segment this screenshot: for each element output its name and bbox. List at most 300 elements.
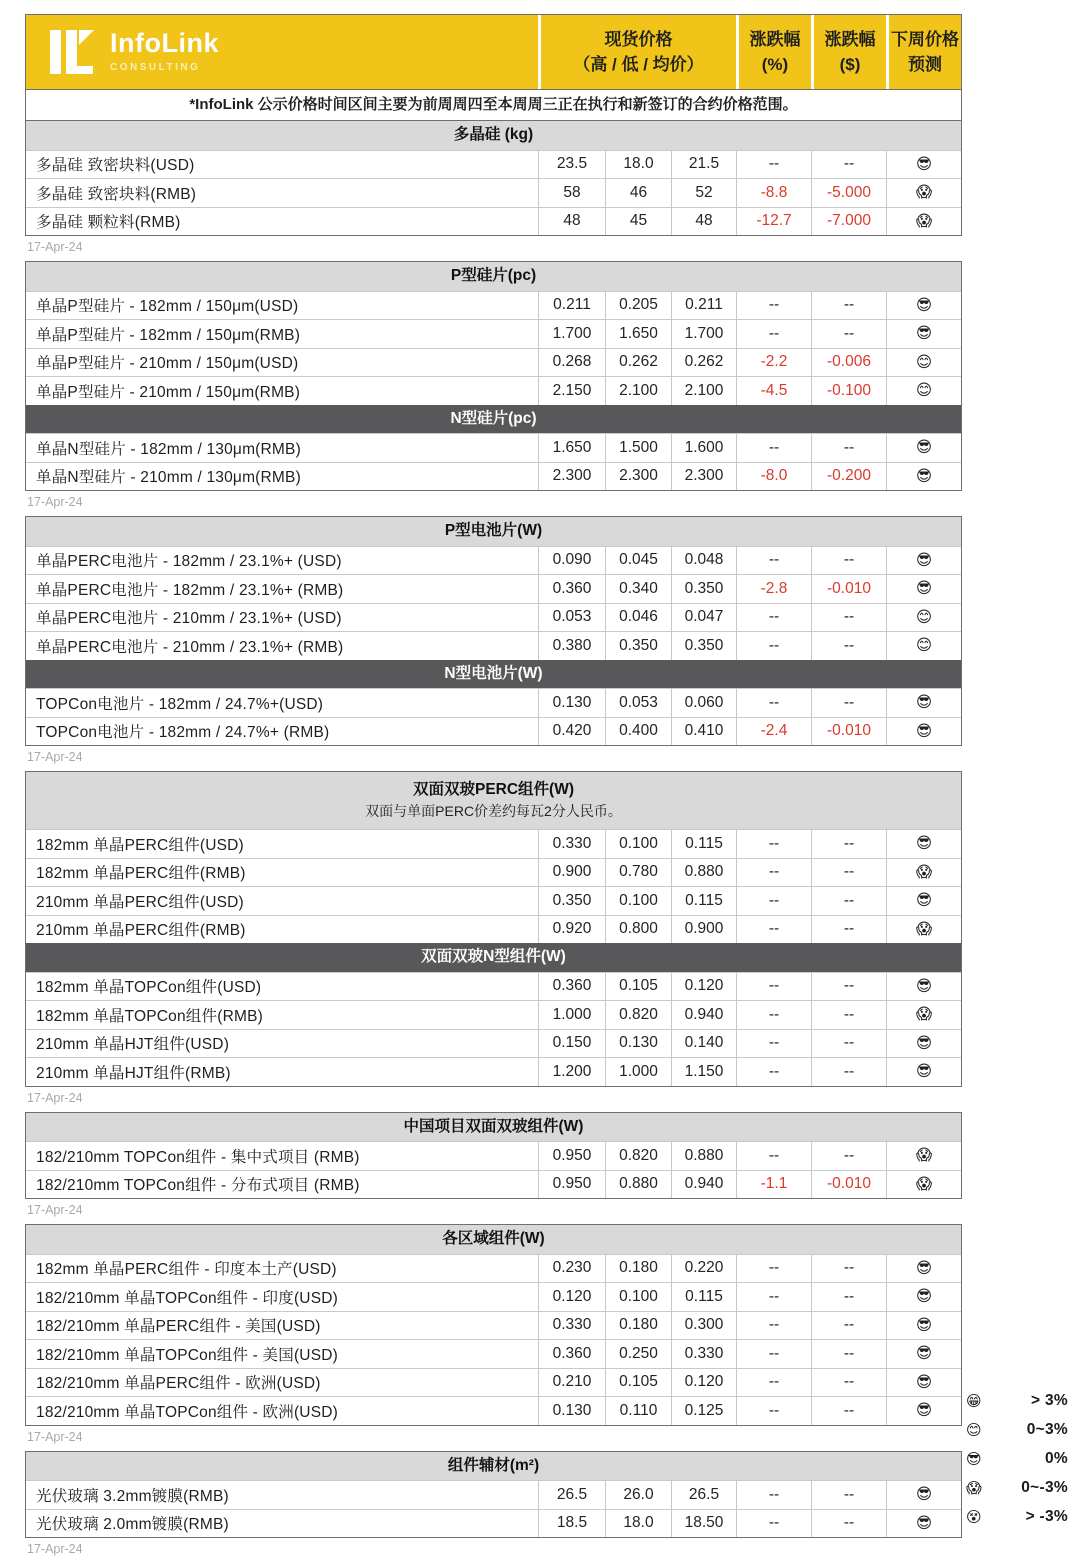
table-row <box>26 1282 961 1311</box>
item-name: 单晶PERC电池片 - 182mm / 23.1%+ (RMB) <box>26 574 538 603</box>
brand-subtitle: CONSULTING <box>110 61 201 73</box>
price-avg: 2.100 <box>671 376 736 405</box>
change-absolute: -- <box>811 829 886 858</box>
section-title: 双面双玻PERC组件(W) <box>412 780 575 798</box>
price-high: 2.300 <box>538 462 605 491</box>
price-avg: 0.115 <box>671 886 736 915</box>
table-row <box>26 688 961 717</box>
price-high: 0.330 <box>538 829 605 858</box>
change-percent: -2.2 <box>736 348 811 377</box>
change-absolute: -- <box>811 1339 886 1368</box>
section-header <box>26 1113 961 1142</box>
table-row <box>26 319 961 348</box>
change-percent: -- <box>736 603 811 632</box>
forecast-sunglasses-icon: 😎 <box>886 546 961 575</box>
price-high: 0.210 <box>538 1368 605 1397</box>
infolink-logo <box>26 15 538 89</box>
price-high: 2.150 <box>538 376 605 405</box>
price-low: 1.000 <box>605 1057 671 1086</box>
col-header-change-pct-line2: (%) <box>761 55 789 74</box>
price-low: 18.0 <box>605 150 671 179</box>
col-header-change-abs-line2: ($) <box>839 55 861 74</box>
price-low: 46 <box>605 178 671 207</box>
legend-item <box>966 1444 1068 1473</box>
item-name: 182/210mm 单晶PERC组件 - 欧洲(USD) <box>26 1368 538 1397</box>
change-absolute: -- <box>811 631 886 660</box>
change-absolute: -5.000 <box>811 178 886 207</box>
legend-smile-icon: 😊 <box>966 1421 982 1439</box>
brand-name: InfoLink <box>110 27 219 58</box>
table-row <box>26 858 961 887</box>
change-absolute: -0.100 <box>811 376 886 405</box>
forecast-scream-icon: 😱 <box>886 207 961 236</box>
table-row <box>26 1339 961 1368</box>
price-high: 0.360 <box>538 1339 605 1368</box>
item-name: 182/210mm 单晶PERC组件 - 美国(USD) <box>26 1311 538 1340</box>
change-percent: -- <box>736 1339 811 1368</box>
section-header <box>26 1225 961 1254</box>
col-header-change-pct-line1: 涨跌幅 <box>749 29 801 49</box>
table-row <box>26 1000 961 1029</box>
forecast-sunglasses-icon: 😎 <box>886 433 961 462</box>
section-header <box>26 405 961 434</box>
item-name: 光伏玻璃 2.0mm镀膜(RMB) <box>26 1509 538 1538</box>
item-name: 182/210mm 单晶TOPCon组件 - 欧洲(USD) <box>26 1396 538 1425</box>
table-row <box>26 915 961 944</box>
legend-scream-icon: 😱 <box>966 1480 982 1498</box>
item-name: 210mm 单晶PERC组件(RMB) <box>26 915 538 944</box>
price-low: 0.880 <box>605 1170 671 1199</box>
table-row <box>26 546 961 575</box>
section-header <box>26 660 961 689</box>
col-header-forecast <box>886 15 961 89</box>
price-table-cell <box>25 516 962 746</box>
change-percent: -4.5 <box>736 376 811 405</box>
price-avg: 0.262 <box>671 348 736 377</box>
item-name: 210mm 单晶HJT组件(USD) <box>26 1029 538 1058</box>
change-absolute: -- <box>811 1029 886 1058</box>
col-header-change-abs <box>811 15 886 89</box>
change-absolute: -- <box>811 546 886 575</box>
item-name: 多晶硅 颗粒料(RMB) <box>26 207 538 236</box>
price-high: 1.200 <box>538 1057 605 1086</box>
price-avg: 1.700 <box>671 319 736 348</box>
price-high: 0.230 <box>538 1254 605 1283</box>
item-name: 单晶PERC电池片 - 210mm / 23.1%+ (USD) <box>26 603 538 632</box>
section-title: 中国项目双面双玻组件(W) <box>403 1117 584 1135</box>
price-low: 0.820 <box>605 1000 671 1029</box>
price-high: 48 <box>538 207 605 236</box>
price-avg: 0.880 <box>671 1141 736 1170</box>
forecast-smile-icon: 😊 <box>886 603 961 632</box>
section-header <box>26 943 961 972</box>
price-low: 0.100 <box>605 886 671 915</box>
price-high: 18.5 <box>538 1509 605 1538</box>
legend-dizzy-icon: 😵 <box>966 1509 982 1527</box>
price-low: 0.262 <box>605 348 671 377</box>
change-percent: -- <box>736 1254 811 1283</box>
price-table-wafer <box>25 261 962 491</box>
price-low: 1.500 <box>605 433 671 462</box>
change-percent: -- <box>736 886 811 915</box>
item-name: 单晶PERC电池片 - 210mm / 23.1%+ (RMB) <box>26 631 538 660</box>
table-row <box>26 1311 961 1340</box>
col-header-change-pct <box>736 15 811 89</box>
forecast-sunglasses-icon: 😎 <box>886 291 961 320</box>
change-percent: -2.4 <box>736 717 811 746</box>
col-header-spot-price <box>538 15 736 89</box>
table-row <box>26 1029 961 1058</box>
change-absolute: -- <box>811 1000 886 1029</box>
price-low: 45 <box>605 207 671 236</box>
price-low: 0.045 <box>605 546 671 575</box>
date-stamp: 17-Apr-24 <box>27 1090 83 1105</box>
table-row <box>26 631 961 660</box>
price-high: 0.053 <box>538 603 605 632</box>
item-name: 182/210mm TOPCon组件 - 集中式项目 (RMB) <box>26 1141 538 1170</box>
change-absolute: -0.006 <box>811 348 886 377</box>
change-absolute: -0.010 <box>811 574 886 603</box>
change-percent: -- <box>736 1029 811 1058</box>
col-header-forecast-line2: 预测 <box>908 55 942 74</box>
legend-label: 0~3% <box>1026 1420 1068 1438</box>
forecast-sunglasses-icon: 😎 <box>886 574 961 603</box>
price-avg: 0.300 <box>671 1311 736 1340</box>
price-low: 0.350 <box>605 631 671 660</box>
change-percent: -- <box>736 433 811 462</box>
infolink-logo-text <box>110 27 219 75</box>
forecast-sunglasses-icon: 😎 <box>886 1396 961 1425</box>
forecast-sunglasses-icon: 😎 <box>886 1029 961 1058</box>
change-percent: -2.8 <box>736 574 811 603</box>
table-row <box>26 150 961 179</box>
forecast-sunglasses-icon: 😎 <box>886 1057 961 1086</box>
price-low: 0.046 <box>605 603 671 632</box>
legend-grin-icon: 😁 <box>966 1392 982 1410</box>
change-percent: -- <box>736 1282 811 1311</box>
price-sheet <box>25 14 962 1563</box>
price-high: 0.130 <box>538 688 605 717</box>
price-high: 0.211 <box>538 291 605 320</box>
price-high: 0.268 <box>538 348 605 377</box>
section-header <box>26 517 961 546</box>
change-absolute: -- <box>811 1254 886 1283</box>
price-period-note: *InfoLink 公示价格时间区间主要为前周周四至本周周三正在执行和新签订的合约价格范围。 <box>26 89 961 120</box>
item-name: TOPCon电池片 - 182mm / 24.7%+ (RMB) <box>26 717 538 746</box>
table-row <box>26 376 961 405</box>
price-low: 0.110 <box>605 1396 671 1425</box>
change-absolute: -0.200 <box>811 462 886 491</box>
price-high: 0.130 <box>538 1396 605 1425</box>
section-title: 多晶硅 (kg) <box>453 126 534 144</box>
forecast-sunglasses-icon: 😎 <box>886 1480 961 1509</box>
price-high: 0.120 <box>538 1282 605 1311</box>
table-row <box>26 1396 961 1425</box>
col-header-spot-price-line2: （高 / 低 / 均价） <box>573 55 704 74</box>
price-avg: 0.047 <box>671 603 736 632</box>
item-name: 单晶P型硅片 - 210mm / 150μm(RMB) <box>26 376 538 405</box>
change-percent: -8.0 <box>736 462 811 491</box>
section-title: 各区域组件(W) <box>442 1230 545 1248</box>
legend-item <box>966 1474 1068 1503</box>
forecast-sunglasses-icon: 😎 <box>886 829 961 858</box>
change-percent: -- <box>736 688 811 717</box>
price-table-bifacial-module <box>25 771 962 1087</box>
price-avg: 0.410 <box>671 717 736 746</box>
price-avg: 0.048 <box>671 546 736 575</box>
item-name: 多晶硅 致密块料(USD) <box>26 150 538 179</box>
item-name: 210mm 单晶HJT组件(RMB) <box>26 1057 538 1086</box>
change-percent: -- <box>736 829 811 858</box>
change-absolute: -- <box>811 1368 886 1397</box>
change-absolute: -- <box>811 319 886 348</box>
forecast-scream-icon: 😱 <box>886 178 961 207</box>
item-name: 单晶N型硅片 - 182mm / 130μm(RMB) <box>26 433 538 462</box>
change-absolute: -0.010 <box>811 717 886 746</box>
item-name: TOPCon电池片 - 182mm / 24.7%+(USD) <box>26 688 538 717</box>
change-absolute: -- <box>811 915 886 944</box>
forecast-scream-icon: 😱 <box>886 858 961 887</box>
price-high: 1.650 <box>538 433 605 462</box>
price-avg: 0.220 <box>671 1254 736 1283</box>
price-low: 0.250 <box>605 1339 671 1368</box>
item-name: 210mm 单晶PERC组件(USD) <box>26 886 538 915</box>
table-row <box>26 717 961 746</box>
table-row <box>26 1509 961 1538</box>
change-absolute: -- <box>811 1282 886 1311</box>
item-name: 单晶P型硅片 - 182mm / 150μm(USD) <box>26 291 538 320</box>
forecast-sunglasses-icon: 😎 <box>886 1254 961 1283</box>
table-row <box>26 574 961 603</box>
change-percent: -1.1 <box>736 1170 811 1199</box>
change-absolute: -- <box>811 688 886 717</box>
change-percent: -8.8 <box>736 178 811 207</box>
change-percent: -- <box>736 291 811 320</box>
forecast-scream-icon: 😱 <box>886 1170 961 1199</box>
price-high: 0.920 <box>538 915 605 944</box>
forecast-sunglasses-icon: 😎 <box>886 150 961 179</box>
table-row <box>26 462 961 491</box>
price-low: 0.130 <box>605 1029 671 1058</box>
price-avg: 48 <box>671 207 736 236</box>
price-high: 23.5 <box>538 150 605 179</box>
change-absolute: -- <box>811 972 886 1001</box>
sheet-header-block <box>25 14 962 121</box>
forecast-scream-icon: 😱 <box>886 1141 961 1170</box>
change-absolute: -- <box>811 1311 886 1340</box>
forecast-sunglasses-icon: 😎 <box>886 886 961 915</box>
forecast-sunglasses-icon: 😎 <box>886 462 961 491</box>
price-avg: 0.125 <box>671 1396 736 1425</box>
item-name: 单晶P型硅片 - 210mm / 150μm(USD) <box>26 348 538 377</box>
change-percent: -- <box>736 546 811 575</box>
price-avg: 1.150 <box>671 1057 736 1086</box>
change-absolute: -- <box>811 150 886 179</box>
section-title: 组件辅材(m²) <box>447 1456 540 1474</box>
price-avg: 0.060 <box>671 688 736 717</box>
change-percent: -- <box>736 1480 811 1509</box>
col-header-spot-price-line1: 现货价格 <box>604 29 673 49</box>
legend-label: > 3% <box>1031 1391 1068 1409</box>
price-low: 0.340 <box>605 574 671 603</box>
forecast-sunglasses-icon: 😎 <box>886 319 961 348</box>
forecast-sunglasses-icon: 😎 <box>886 972 961 1001</box>
forecast-sunglasses-icon: 😎 <box>886 1339 961 1368</box>
section-header <box>26 262 961 291</box>
price-table-polysilicon <box>25 121 962 236</box>
price-high: 1.000 <box>538 1000 605 1029</box>
price-high: 26.5 <box>538 1480 605 1509</box>
price-low: 0.053 <box>605 688 671 717</box>
price-table-china-project-module <box>25 1112 962 1200</box>
table-row <box>26 1254 961 1283</box>
date-stamp: 17-Apr-24 <box>27 495 83 509</box>
price-high: 0.360 <box>538 574 605 603</box>
table-row <box>26 348 961 377</box>
legend-item <box>966 1503 1068 1532</box>
price-avg: 0.350 <box>671 631 736 660</box>
price-high: 0.420 <box>538 717 605 746</box>
price-low: 0.820 <box>605 1141 671 1170</box>
change-percent: -- <box>736 1396 811 1425</box>
price-avg: 0.140 <box>671 1029 736 1058</box>
price-avg: 0.330 <box>671 1339 736 1368</box>
change-percent: -- <box>736 915 811 944</box>
item-name: 多晶硅 致密块料(RMB) <box>26 178 538 207</box>
legend-label: > -3% <box>1025 1508 1068 1526</box>
price-table-module-materials <box>25 1451 962 1539</box>
tables-host <box>25 121 962 1563</box>
price-low: 26.0 <box>605 1480 671 1509</box>
table-row <box>26 1141 961 1170</box>
price-high: 0.350 <box>538 886 605 915</box>
forecast-scream-icon: 😱 <box>886 1000 961 1029</box>
table-row <box>26 178 961 207</box>
price-low: 0.100 <box>605 1282 671 1311</box>
legend-label: 0% <box>1044 1449 1068 1467</box>
section-title: P型硅片(pc) <box>450 267 537 285</box>
price-low: 2.300 <box>605 462 671 491</box>
item-name: 单晶N型硅片 - 210mm / 130μm(RMB) <box>26 462 538 491</box>
price-avg: 0.350 <box>671 574 736 603</box>
section-title: P型电池片(W) <box>444 522 543 540</box>
item-name: 182mm 单晶PERC组件 - 印度本土产(USD) <box>26 1254 538 1283</box>
change-absolute: -- <box>811 1509 886 1538</box>
forecast-sunglasses-icon: 😎 <box>886 1311 961 1340</box>
price-avg: 26.5 <box>671 1480 736 1509</box>
price-avg: 0.115 <box>671 829 736 858</box>
price-avg: 1.600 <box>671 433 736 462</box>
price-low: 1.650 <box>605 319 671 348</box>
price-low: 0.100 <box>605 829 671 858</box>
change-percent: -- <box>736 1368 811 1397</box>
price-avg: 0.880 <box>671 858 736 887</box>
forecast-smile-icon: 😊 <box>886 376 961 405</box>
col-header-forecast-line1: 下周价格 <box>891 29 959 49</box>
item-name: 光伏玻璃 3.2mm镀膜(RMB) <box>26 1480 538 1509</box>
legend-sunglasses-icon: 😎 <box>966 1450 982 1468</box>
legend-label: 0~-3% <box>1021 1479 1068 1497</box>
change-absolute: -7.000 <box>811 207 886 236</box>
section-title: 双面双玻N型组件(W) <box>421 948 566 966</box>
item-name: 182/210mm TOPCon组件 - 分布式项目 (RMB) <box>26 1170 538 1199</box>
change-percent: -- <box>736 1000 811 1029</box>
change-absolute: -- <box>811 603 886 632</box>
price-low: 0.180 <box>605 1311 671 1340</box>
forecast-smile-icon: 😊 <box>886 348 961 377</box>
price-avg: 0.120 <box>671 1368 736 1397</box>
price-high: 58 <box>538 178 605 207</box>
price-low: 0.400 <box>605 717 671 746</box>
section-header <box>26 1452 961 1481</box>
change-absolute: -- <box>811 858 886 887</box>
price-avg: 18.50 <box>671 1509 736 1538</box>
section-title: N型电池片(W) <box>444 664 543 682</box>
price-low: 0.205 <box>605 291 671 320</box>
price-high: 1.700 <box>538 319 605 348</box>
item-name: 182mm 单晶TOPCon组件(RMB) <box>26 1000 538 1029</box>
price-high: 0.900 <box>538 858 605 887</box>
price-low: 0.105 <box>605 972 671 1001</box>
price-avg: 21.5 <box>671 150 736 179</box>
price-high: 0.360 <box>538 972 605 1001</box>
col-header-change-abs-line1: 涨跌幅 <box>824 29 876 49</box>
change-absolute: -- <box>811 1396 886 1425</box>
item-name: 单晶PERC电池片 - 182mm / 23.1%+ (USD) <box>26 546 538 575</box>
price-low: 18.0 <box>605 1509 671 1538</box>
table-row <box>26 1480 961 1509</box>
change-percent: -- <box>736 1057 811 1086</box>
change-percent: -- <box>736 319 811 348</box>
change-absolute: -- <box>811 1057 886 1086</box>
date-stamp: 17-Apr-24 <box>27 1203 83 1217</box>
price-low: 0.780 <box>605 858 671 887</box>
item-name: 182mm 单晶PERC组件(USD) <box>26 829 538 858</box>
section-header <box>26 772 961 829</box>
legend-item <box>966 1386 1068 1415</box>
price-avg: 0.120 <box>671 972 736 1001</box>
item-name: 182mm 单晶TOPCon组件(USD) <box>26 972 538 1001</box>
table-row <box>26 1057 961 1086</box>
header-band <box>26 15 961 89</box>
price-avg: 0.211 <box>671 291 736 320</box>
table-row <box>26 886 961 915</box>
table-row <box>26 603 961 632</box>
price-low: 0.800 <box>605 915 671 944</box>
price-avg: 0.940 <box>671 1000 736 1029</box>
price-low: 0.105 <box>605 1368 671 1397</box>
change-percent: -- <box>736 858 811 887</box>
item-name: 182/210mm 单晶TOPCon组件 - 美国(USD) <box>26 1339 538 1368</box>
forecast-sunglasses-icon: 😎 <box>886 717 961 746</box>
date-stamp: 17-Apr-24 <box>27 240 83 254</box>
price-avg: 0.940 <box>671 1170 736 1199</box>
price-table-regional-module <box>25 1224 962 1426</box>
legend-item <box>966 1415 1068 1444</box>
price-avg: 0.115 <box>671 1282 736 1311</box>
table-row <box>26 829 961 858</box>
price-avg: 52 <box>671 178 736 207</box>
table-row <box>26 291 961 320</box>
price-low: 0.180 <box>605 1254 671 1283</box>
table-row <box>26 433 961 462</box>
change-percent: -- <box>736 1141 811 1170</box>
forecast-legend <box>966 1386 1068 1532</box>
price-high: 0.950 <box>538 1170 605 1199</box>
change-percent: -- <box>736 1311 811 1340</box>
item-name: 182/210mm 单晶TOPCon组件 - 印度(USD) <box>26 1282 538 1311</box>
change-percent: -- <box>736 631 811 660</box>
